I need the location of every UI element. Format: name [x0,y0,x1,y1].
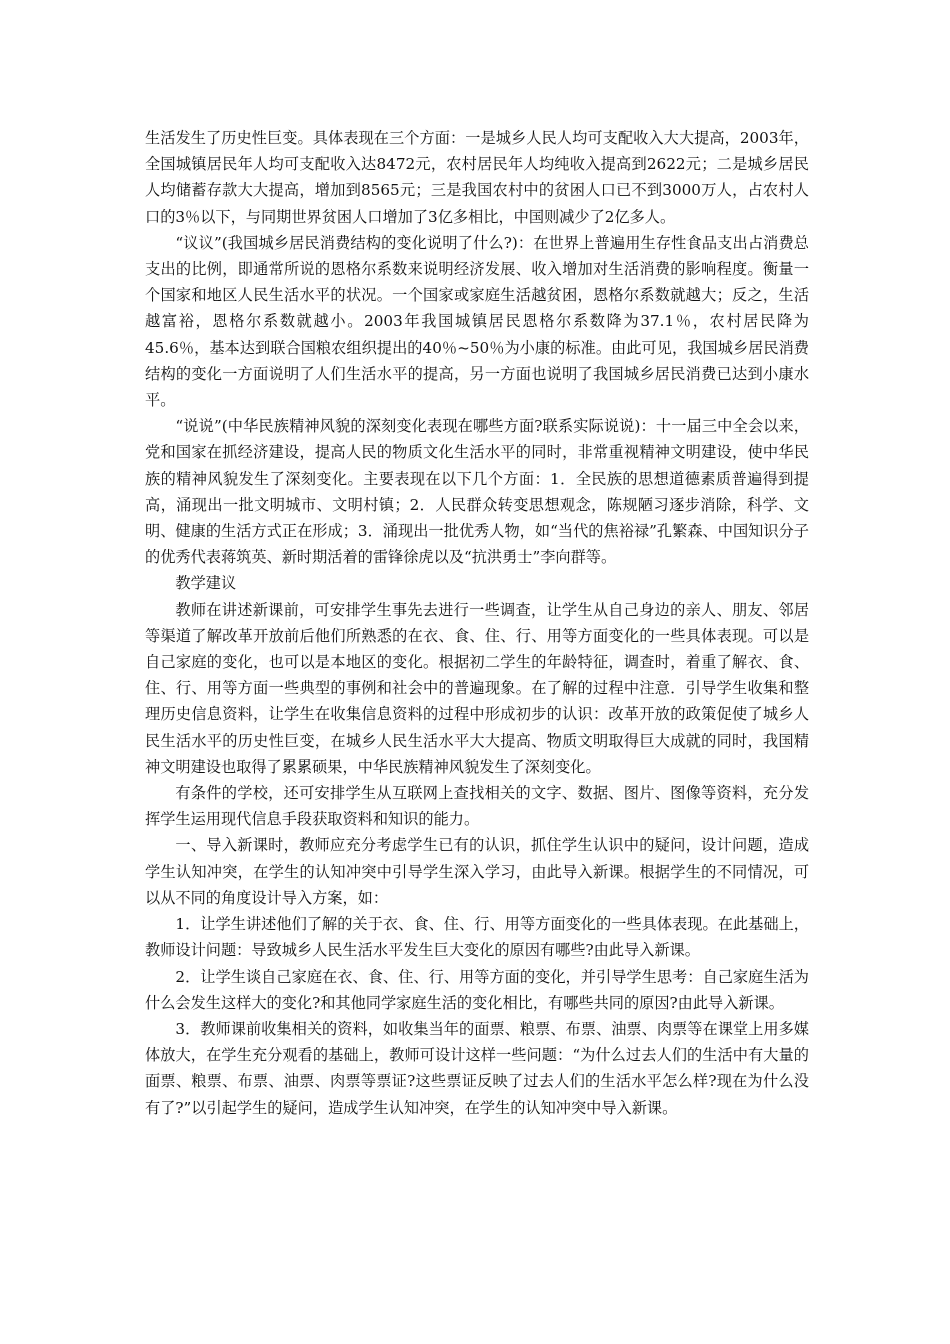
document-page [145,125,809,1121]
paragraph-internet-resources: 有条件的学校，还可安排学生从互联网上查找相关的文字、数据、图片、图像等资料，充分发挥学生运用现代信息手段获取资料和知识的能力。 [145,784,809,829]
section-heading-teaching-suggestions: 教学建议 [175,574,237,593]
list-item-option-1: 1．让学生讲述他们了解的关于衣、食、住、行、用等方面变化的一些具体表现。在此基础上，教师设计问题：导致城乡人民生活水平发生巨大变化的原因有哪些?由此导入新课。 [145,915,809,960]
paragraph-teacher-preparation: 教师在讲述新课前，可安排学生事先去进行一些调查，让学生从自己身边的亲人、朋友、邻居等渠道了解改革开放前后他们所熟悉的在衣、食、住、行、用等方面变化的一些具体表现。可以是自己家庭的变化，也可以是本地区的变化。根据初二学生的年龄特征，调查时，着重了解衣、食、住、行、用等方面一些典型的事例和社会中的普遍现象。在了解的过程中注意．引导学生收集和整理历史信息资料，让学生在收集信息资料的过程中形成初步的认识：改革开放的政策促使了城乡人民生活水平的历史性巨变，在城乡人民生活水平大大提高、物质文明取得巨大成就的同时，我国精神文明建设也取得了累累硕果，中华民族精神风貌发生了深刻变化。 [145,600,809,776]
paragraph-talk-spirit: “说说”(中华民族精神风貌的深刻变化表现在哪些方面?联系实际说说)：十一届三中全会以来，党和国家在抓经济建设，提高人民的物质文化生活水平的同时，非常重视精神文明建设，使中华民族的精神风貌发生了深刻变化。主要表现在以下几个方面：1．全民族的思想道德素质普遍得到提高，涌现出一批文明城市、文明村镇；2．人民群众转变思想观念，陈规陋习逐步消除，科学、文明、健康的生活方式正在形成；3．涌现出一批优秀人物，如“当代的焦裕禄”孔繁森、中国知识分子的优秀代表蒋筑英、新时期活着的雷锋徐虎以及“抗洪勇士”李向群等。 [145,417,809,567]
paragraph-lesson-intro: 一、导入新课时，教师应充分考虑学生已有的认识，抓住学生认识中的疑问，设计问题，造成学生认知冲突，在学生的认知冲突中引导学生深入学习，由此导入新课。根据学生的不同情况，可以从不同的角度设计导入方案，如： [145,836,809,907]
paragraph-life-changes: 生活发生了历史性巨变。具体表现在三个方面：一是城乡人民人均可支配收入大大提高，2003年，全国城镇居民年人均可支配收入达8472元，农村居民年人均纯收入提高到2622元；二是城乡居民人均储蓄存款大大提高，增加到8565元；三是我国农村中的贫困人口已不到3000万人，占农村人口的3％以下，与同期世界贫困人口增加了3亿多相比，中国则减少了2亿多人。 [145,129,809,226]
list-item-option-2: 2．让学生谈自己家庭在衣、食、住、行、用等方面的变化，并引导学生思考：自己家庭生活为什么会发生这样大的变化?和其他同学家庭生活的变化相比，有哪些共同的原因?由此导入新课。 [145,967,809,1012]
paragraph-discuss-consumption: “议议”(我国城乡居民消费结构的变化说明了什么?)：在世界上普遍用生存性食品支出占消费总支出的比例，即通常所说的恩格尔系数来说明经济发展、收入增加对生活消费的影响程度。衡量一个国家和地区人民生活水平的状况。一个国家或家庭生活越贫困，恩格尔系数就越大；反之，生活越富裕，恩格尔系数就越小。2003年我国城镇居民恩格尔系数降为37.1％，农村居民降为45.6％，基本达到联合国粮农组织提出的40％~50％为小康的标准。由此可见，我国城乡居民消费结构的变化一方面说明了人们生活水平的提高，另一方面也说明了我国城乡居民消费已达到小康水平。 [145,233,809,410]
list-item-option-3: 3．教师课前收集相关的资料，如收集当年的面票、粮票、布票、油票、肉票等在课堂上用多媒体放大，在学生充分观看的基础上，教师可设计这样一些问题：“为什么过去人们的生活中有大量的面票、粮票、布票、油票、肉票等票证?这些票证反映了过去人们的生活水平怎么样?现在为什么没有了?”以引起学生的疑问，造成学生认知冲突，在学生的认知冲突中导入新课。 [145,1019,809,1117]
